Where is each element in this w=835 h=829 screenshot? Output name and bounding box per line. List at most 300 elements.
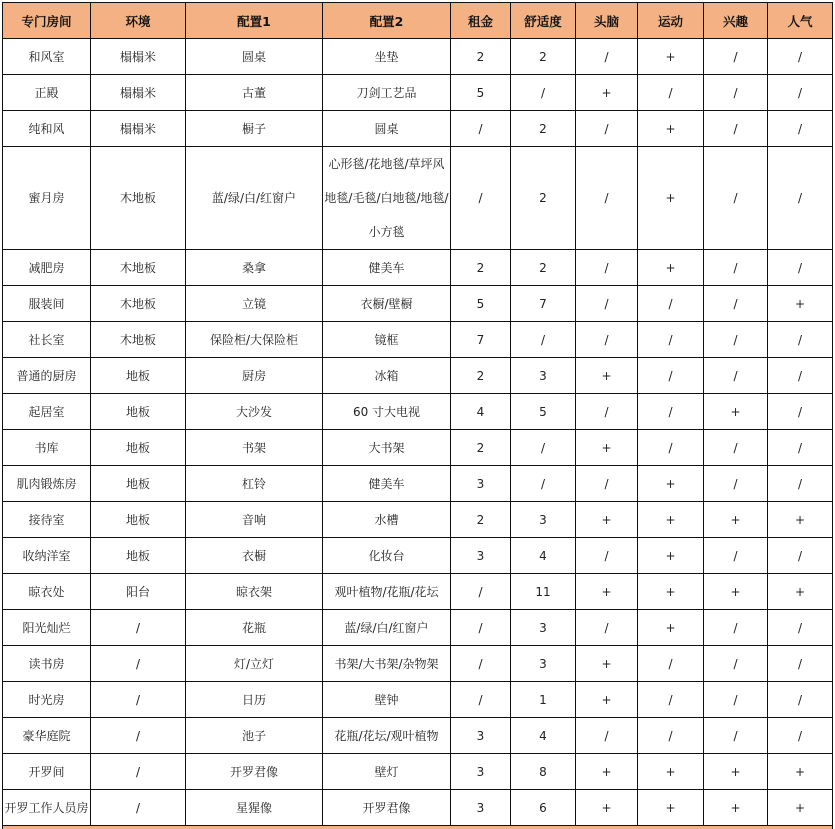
cell-text: 日历 (241, 693, 266, 707)
cell-config2 (323, 250, 451, 286)
cell-comfort (511, 75, 576, 111)
cell-text: 3 (539, 656, 547, 671)
cell-config2 (323, 718, 451, 754)
cell-text: + (665, 191, 676, 205)
cell-config2 (323, 286, 451, 322)
cell-interest (704, 394, 768, 430)
cell-text: / (733, 49, 738, 64)
cell-text: / (478, 692, 483, 707)
cell-config2 (323, 646, 451, 682)
cell-text: 3 (539, 620, 547, 635)
cell-config1 (186, 394, 323, 430)
cell-config2 (323, 358, 451, 394)
cell-rent (451, 790, 511, 826)
cell-text: / (478, 656, 483, 671)
cell-rent (451, 394, 511, 430)
cell-brain (576, 466, 638, 502)
cell-text: 木地板 (119, 191, 156, 205)
cell-popularity (768, 39, 833, 75)
cell-rent (451, 147, 511, 250)
cell-text: + (730, 512, 741, 527)
cell-text: / (797, 620, 803, 635)
cell-text: 镜框 (374, 333, 399, 347)
cell-text: 正殿 (34, 86, 59, 100)
cell-config1 (186, 286, 323, 322)
cell-config2 (323, 682, 451, 718)
cell-interest (704, 682, 768, 718)
cell-text: 2 (476, 512, 485, 527)
cell-text: + (665, 476, 676, 491)
cell-text: + (601, 368, 612, 383)
cell-rent (451, 322, 511, 358)
table-row (3, 754, 833, 790)
cell-text: + (601, 656, 612, 671)
cell-text: + (665, 764, 676, 779)
cell-text: / (797, 121, 803, 136)
cell-brain (576, 147, 638, 250)
cell-text: / (733, 191, 738, 205)
cell-config2 (323, 322, 451, 358)
cell-interest (704, 39, 768, 75)
cell-rent (451, 502, 511, 538)
cell-room (3, 574, 91, 610)
cell-text: + (730, 764, 741, 779)
cell-rent (451, 250, 511, 286)
cell-text: / (604, 260, 609, 275)
cell-environment (91, 610, 186, 646)
cell-comfort (511, 322, 576, 358)
cell-environment (91, 718, 186, 754)
cell-environment (91, 646, 186, 682)
cell-text: 3 (476, 548, 485, 563)
cell-text: 化妆台 (368, 549, 405, 563)
cell-text: + (601, 800, 612, 815)
cell-text: 3 (476, 728, 485, 743)
header-rent: 租金 (451, 3, 511, 39)
cell-interest (704, 754, 768, 790)
cell-room (3, 538, 91, 574)
cell-room (3, 39, 91, 75)
cell-text: 厨房 (241, 369, 266, 383)
table-row (3, 75, 833, 111)
cell-text: / (668, 85, 673, 100)
table-row (3, 682, 833, 718)
cell-text: / (733, 440, 738, 455)
cell-text: / (540, 440, 546, 455)
cell-text: / (604, 548, 609, 563)
cell-text: / (733, 476, 738, 491)
cell-text: 地板 (125, 513, 150, 527)
cell-comfort (511, 147, 576, 250)
cell-room (3, 430, 91, 466)
cell-environment (91, 39, 186, 75)
cell-interest (704, 718, 768, 754)
cell-text: 收纳洋室 (22, 549, 71, 563)
cell-config2 (323, 466, 451, 502)
cell-text: 大书架 (368, 441, 405, 455)
cell-environment (91, 111, 186, 147)
cell-text: / (135, 656, 141, 671)
cell-text: 书库 (34, 441, 59, 455)
cell-text: / (540, 85, 546, 100)
cell-text: + (601, 692, 612, 707)
cell-rent (451, 286, 511, 322)
cell-text: 星猩像 (235, 801, 272, 815)
cell-config1 (186, 39, 323, 75)
cell-room (3, 147, 91, 250)
cell-brain (576, 111, 638, 147)
cell-rent (451, 430, 511, 466)
cell-text: 2 (476, 49, 485, 64)
cell-text: 桑拿 (241, 261, 266, 275)
cell-text: 11 (535, 584, 551, 599)
table-row (3, 574, 833, 610)
cell-text: 木地板 (119, 261, 156, 275)
cell-brain (576, 538, 638, 574)
cell-text: / (733, 332, 738, 347)
cell-popularity (768, 790, 833, 826)
cell-text: 地板 (125, 441, 150, 455)
cell-config1 (186, 646, 323, 682)
cell-environment (91, 538, 186, 574)
cell-popularity (768, 250, 833, 286)
cell-interest (704, 286, 768, 322)
cell-text: / (478, 620, 483, 635)
cell-sport (638, 502, 704, 538)
cell-popularity (768, 574, 833, 610)
cell-environment (91, 250, 186, 286)
cell-config1 (186, 111, 323, 147)
cell-config1 (186, 75, 323, 111)
cell-room (3, 394, 91, 430)
cell-text: / (604, 476, 609, 491)
cell-text: / (733, 728, 738, 743)
cell-popularity (768, 111, 833, 147)
cell-popularity (768, 718, 833, 754)
cell-text: 坐垫 (374, 50, 399, 64)
cell-popularity (768, 358, 833, 394)
cell-text: + (601, 440, 612, 455)
cell-text: 地板 (125, 405, 150, 419)
cell-text: 2 (539, 49, 547, 64)
cell-interest (704, 610, 768, 646)
cell-text: 开罗君像 (362, 801, 411, 815)
cell-text: 花瓶/花坛/观叶植物 (334, 729, 439, 743)
cell-sport (638, 111, 704, 147)
cell-room (3, 718, 91, 754)
cell-sport (638, 39, 704, 75)
cell-text: 木地板 (119, 297, 156, 311)
cell-rent (451, 466, 511, 502)
cell-text: / (733, 260, 738, 275)
cell-config2 (323, 538, 451, 574)
cell-environment (91, 682, 186, 718)
cell-text: 3 (476, 800, 485, 815)
cell-brain (576, 502, 638, 538)
cell-text: / (797, 728, 803, 743)
cell-text: 3 (539, 368, 547, 383)
table-row (3, 394, 833, 430)
cell-comfort (511, 250, 576, 286)
cell-sport (638, 322, 704, 358)
cell-text: / (668, 404, 673, 419)
cell-sport (638, 610, 704, 646)
cell-text: + (665, 584, 676, 599)
cell-text: 2 (476, 368, 485, 383)
cell-popularity (768, 682, 833, 718)
cell-config1 (186, 754, 323, 790)
cell-text: / (668, 656, 673, 671)
cell-text: + (730, 584, 741, 599)
cell-room (3, 502, 91, 538)
table-row (3, 466, 833, 502)
cell-text: 灯/立灯 (233, 657, 275, 671)
cell-comfort (511, 754, 576, 790)
cell-rent (451, 75, 511, 111)
cell-comfort (511, 39, 576, 75)
cell-popularity (768, 75, 833, 111)
cell-brain (576, 754, 638, 790)
cell-config1 (186, 610, 323, 646)
cell-comfort (511, 718, 576, 754)
cell-sport (638, 250, 704, 286)
cell-text: / (797, 332, 803, 347)
cell-environment (91, 394, 186, 430)
cell-text: + (601, 764, 612, 779)
cell-text: 观叶植物/花瓶/花坛 (334, 585, 439, 599)
cell-interest (704, 646, 768, 682)
cell-interest (704, 111, 768, 147)
table-row (3, 790, 833, 826)
cell-config2 (323, 754, 451, 790)
cell-text: + (665, 121, 676, 136)
cell-text: 书架 (241, 441, 266, 455)
table-row (3, 502, 833, 538)
cell-brain (576, 39, 638, 75)
cell-comfort (511, 502, 576, 538)
header-config1: 配置1 (186, 3, 323, 39)
cell-sport (638, 574, 704, 610)
cell-interest (704, 538, 768, 574)
cell-text: / (604, 296, 609, 311)
cell-text: / (797, 191, 803, 205)
cell-brain (576, 718, 638, 754)
cell-config1 (186, 358, 323, 394)
cell-environment (91, 147, 186, 250)
cell-brain (576, 646, 638, 682)
cell-text: 立镜 (241, 297, 266, 311)
cell-room (3, 682, 91, 718)
cell-brain (576, 286, 638, 322)
cell-text: 减肥房 (28, 261, 65, 275)
cell-config2 (323, 394, 451, 430)
cell-sport (638, 147, 704, 250)
cell-config2 (323, 111, 451, 147)
cell-text: + (794, 512, 806, 527)
cell-text: + (794, 584, 806, 599)
cell-text: 服装间 (28, 297, 65, 311)
cell-comfort (511, 111, 576, 147)
cell-room (3, 286, 91, 322)
cell-text: 杠铃 (241, 477, 266, 491)
cell-environment (91, 430, 186, 466)
cell-text: 保险柜/大保险柜 (209, 333, 299, 347)
cell-text: / (668, 440, 673, 455)
cell-comfort (511, 430, 576, 466)
cell-text: / (797, 692, 803, 707)
cell-text: + (665, 548, 676, 563)
cell-text: / (604, 49, 609, 64)
cell-sport (638, 466, 704, 502)
cell-rent (451, 682, 511, 718)
cell-text: 健美车 (368, 261, 405, 275)
cell-text: 健美车 (368, 477, 405, 491)
cell-config2 (323, 574, 451, 610)
cell-text: 1 (539, 692, 547, 707)
cell-rent (451, 538, 511, 574)
cell-text: 6 (539, 800, 547, 815)
cell-environment (91, 466, 186, 502)
cell-text: / (135, 728, 141, 743)
cell-text: 蓝/绿/白/红窗户 (344, 621, 429, 635)
cell-rent (451, 39, 511, 75)
cell-text: + (601, 584, 612, 599)
cell-room (3, 646, 91, 682)
cell-text: 时光房 (28, 693, 65, 707)
cell-text: + (794, 764, 806, 779)
cell-sport (638, 646, 704, 682)
cell-text: 壁钟 (374, 693, 399, 707)
cell-text: 阳光灿烂 (22, 621, 71, 635)
cell-config1 (186, 502, 323, 538)
table-row (3, 610, 833, 646)
cell-text: 地板 (125, 369, 150, 383)
cell-comfort (511, 394, 576, 430)
cell-text: / (733, 296, 738, 311)
cell-popularity (768, 466, 833, 502)
cell-config1 (186, 322, 323, 358)
cell-environment (91, 574, 186, 610)
cell-text: + (794, 800, 806, 815)
cell-text: 2 (476, 260, 485, 275)
cell-environment (91, 286, 186, 322)
cell-text: 开罗君像 (229, 765, 278, 779)
cell-config2 (323, 147, 451, 250)
cell-room (3, 358, 91, 394)
cell-brain (576, 790, 638, 826)
cell-environment (91, 322, 186, 358)
cell-config1 (186, 147, 323, 250)
cell-interest (704, 574, 768, 610)
cell-text: / (540, 332, 546, 347)
cell-text: + (665, 620, 676, 635)
cell-room (3, 75, 91, 111)
cell-text: 池子 (241, 729, 266, 743)
cell-rent (451, 646, 511, 682)
cell-room (3, 790, 91, 826)
cell-text: / (604, 404, 609, 419)
cell-interest (704, 358, 768, 394)
cell-text: 衣橱 (241, 549, 266, 563)
cell-popularity (768, 394, 833, 430)
cell-text: 水槽 (374, 513, 399, 527)
cell-text: / (733, 656, 738, 671)
cell-text: 地板 (125, 477, 150, 491)
cell-brain (576, 322, 638, 358)
cell-text: 书架/大书架/杂物架 (334, 657, 439, 671)
cell-room (3, 250, 91, 286)
cell-text: / (604, 332, 609, 347)
cell-sport (638, 790, 704, 826)
cell-text: / (797, 548, 803, 563)
cell-text: / (797, 49, 803, 64)
table-row (3, 111, 833, 147)
cell-text: / (604, 728, 609, 743)
cell-config1 (186, 430, 323, 466)
cell-text: + (601, 512, 612, 527)
cell-text: 蜜月房 (28, 191, 65, 205)
cell-popularity (768, 430, 833, 466)
cell-text: / (668, 332, 673, 347)
table-row (3, 39, 833, 75)
cell-text: / (797, 476, 803, 491)
cell-text: / (797, 260, 803, 275)
header-row (3, 3, 833, 39)
cell-brain (576, 574, 638, 610)
cell-brain (576, 75, 638, 111)
cell-text: 豪华庭院 (22, 729, 71, 743)
cell-text: + (601, 85, 612, 100)
cell-text: / (733, 121, 738, 136)
cell-comfort (511, 610, 576, 646)
table-row (3, 430, 833, 466)
cell-brain (576, 430, 638, 466)
footer-strip-cell (3, 826, 833, 829)
header-room: 专门房间 (3, 3, 91, 39)
header-environment: 环境 (91, 3, 186, 39)
cell-text: 2 (539, 260, 547, 275)
cell-text: 榻榻米 (119, 50, 156, 64)
cell-popularity (768, 322, 833, 358)
cell-text: 晾衣架 (235, 585, 272, 599)
cell-config2 (323, 610, 451, 646)
cell-text: 8 (539, 764, 547, 779)
header-config2: 配置2 (323, 3, 451, 39)
cell-config1 (186, 250, 323, 286)
table-row (3, 147, 833, 250)
cell-text: 7 (539, 296, 547, 311)
cell-text: / (135, 620, 141, 635)
cell-interest (704, 250, 768, 286)
cell-config2 (323, 39, 451, 75)
cell-rent (451, 718, 511, 754)
cell-text: 古董 (241, 86, 266, 100)
cell-text: 和风室 (28, 50, 65, 64)
cell-popularity (768, 538, 833, 574)
cell-text: / (797, 368, 803, 383)
cell-text: + (665, 800, 676, 815)
cell-sport (638, 718, 704, 754)
cell-text: / (604, 191, 609, 205)
cell-sport (638, 286, 704, 322)
cell-text: / (668, 692, 673, 707)
cell-text: / (797, 85, 803, 100)
cell-config2 (323, 75, 451, 111)
cell-config1 (186, 718, 323, 754)
cell-popularity (768, 286, 833, 322)
cell-text: + (730, 800, 741, 815)
cell-text: + (665, 49, 676, 64)
